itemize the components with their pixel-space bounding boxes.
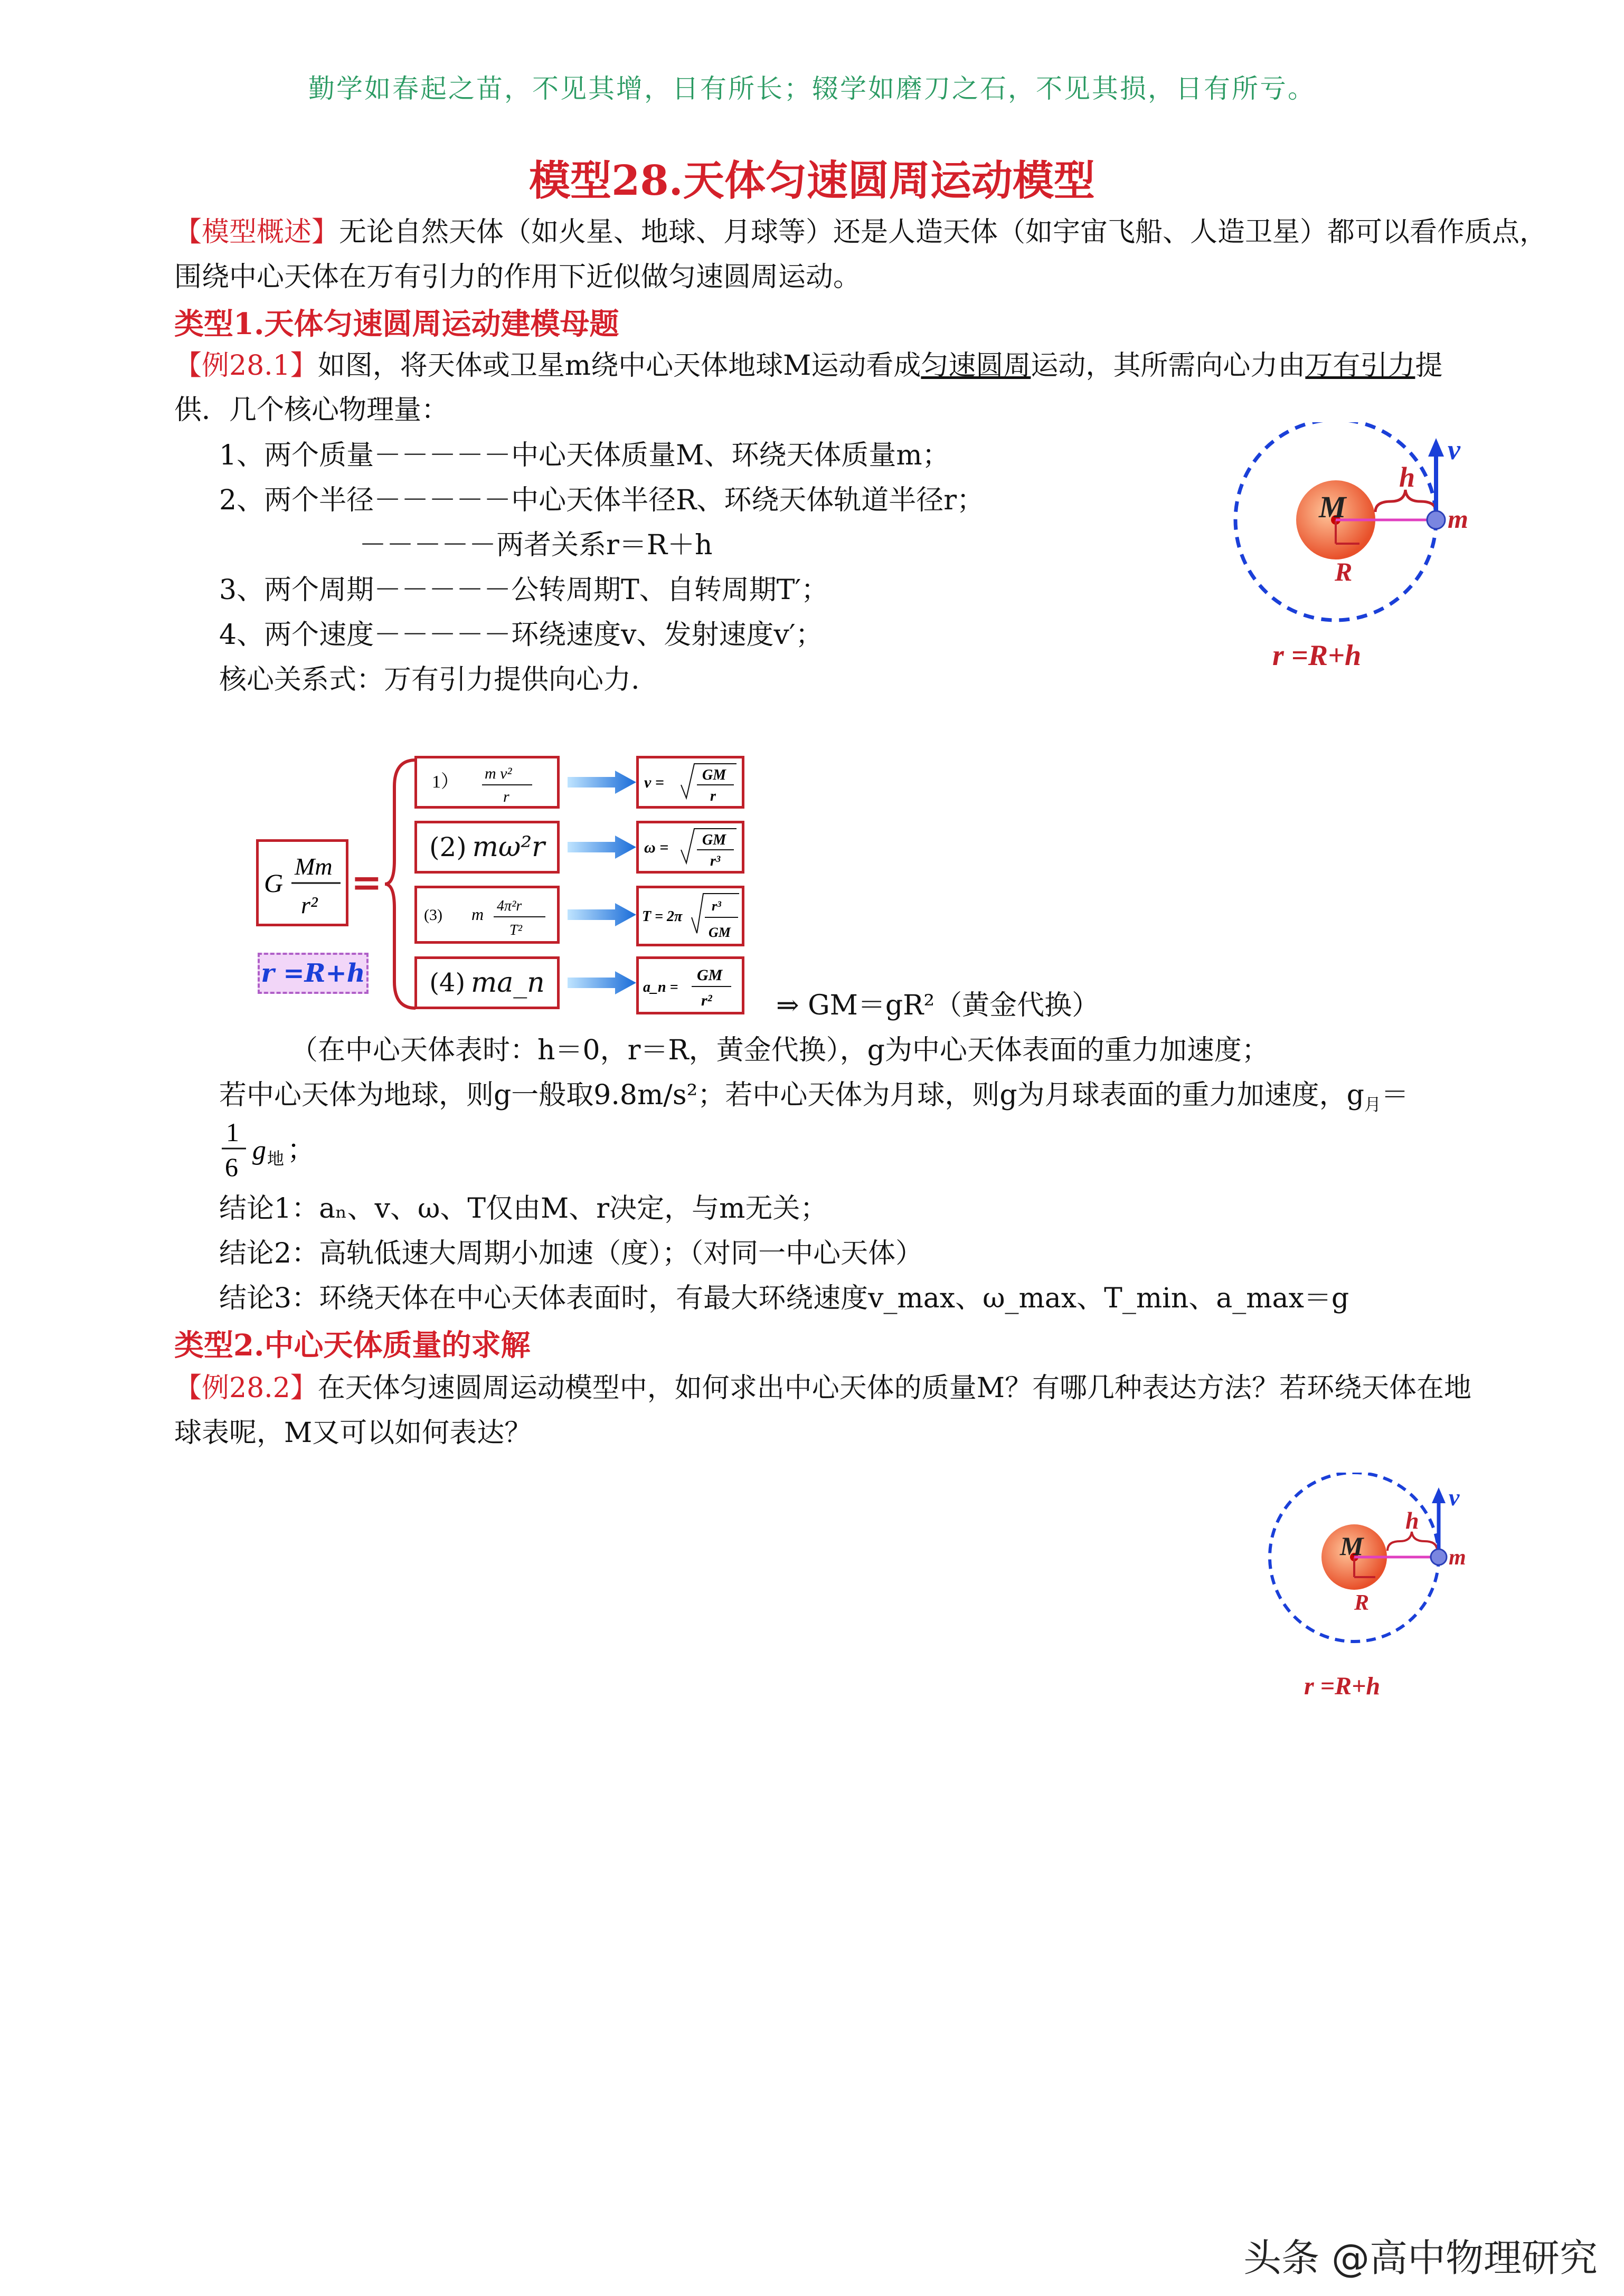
- formula-right-3: [636, 886, 744, 946]
- rad-num: r³: [712, 898, 721, 914]
- lhs-den: r²: [301, 891, 318, 918]
- label-m: m: [1448, 504, 1468, 534]
- height-brace: [1387, 1532, 1437, 1551]
- label-M: M: [1319, 490, 1346, 524]
- example2-text-1: 在天体匀速圆周运动模型中，如何求出中心天体的质量M？有哪几种表达方法？若环绕天体在地: [317, 1372, 1472, 1404]
- one-sixth-fraction: [222, 1114, 359, 1182]
- row-num: m v²: [484, 765, 512, 782]
- label-h: h: [1399, 461, 1415, 493]
- type1-heading: 类型1.天体匀速圆周运动建模母题: [174, 307, 619, 341]
- rad-num: GM: [702, 832, 726, 848]
- label-R: R: [1354, 1591, 1370, 1615]
- example2-line-2: 球表呢，M又可以如何表达？: [174, 1417, 532, 1449]
- row-right-lhs: T = 2π: [642, 908, 683, 925]
- label-h: h: [1405, 1507, 1419, 1534]
- overview-line-1: [174, 208, 1547, 256]
- type2-heading: 类型2.中心天体质量的求解: [174, 1328, 531, 1363]
- rad-den: r: [710, 788, 716, 804]
- arrow-icon: [568, 903, 636, 926]
- row-right-lhs: a_n =: [643, 979, 678, 995]
- label-R: R: [1335, 557, 1353, 586]
- quantity-item: 核心关系式：万有引力提供向心力.: [219, 664, 640, 696]
- example1-underline-2: 万有引力: [1305, 350, 1415, 382]
- row-number: (3): [423, 906, 442, 924]
- formula-left-2: [414, 821, 560, 874]
- rad-num: GM: [702, 767, 726, 783]
- earth-note-text: 若中心天体为地球，则g一般取9.8m/s²；若中心天体为月球，则g为月球表面的重力加速度，g: [219, 1079, 1364, 1111]
- quantity-item: 4、两个速度－－－－－环绕速度v、发射速度v′；: [219, 619, 823, 651]
- frac-den: r²: [701, 992, 712, 1009]
- overview-text-1: 无论自然天体（如火星、地球、月球等）还是人造天体（如宇宙飞船、人造卫星）都可以看作质点，: [339, 216, 1547, 248]
- conclusion-2: 结论2：高轨低速大周期小加速（度）；（对同一中心天体）: [219, 1238, 923, 1269]
- earth-note-eq: ＝: [1381, 1079, 1409, 1111]
- arrow-icon: [568, 771, 636, 794]
- frac-den: 6: [225, 1152, 238, 1182]
- row-num: 4π²r: [496, 898, 522, 914]
- surface-note: （在中心天体表时：h＝0，r＝R，黄金代换），g为中心天体表面的重力加速度；: [290, 1035, 1269, 1066]
- diagram-caption: r =R+h: [1272, 639, 1362, 672]
- semicolon: ；: [287, 1135, 315, 1165]
- quantity-item: 1、两个质量－－－－－中心天体质量M、环绕天体质量m；: [219, 440, 950, 471]
- row-expr: ma_n: [471, 967, 545, 999]
- quantity-item: 2、两个半径－－－－－中心天体半径R、环绕天体轨道半径r；: [219, 485, 985, 516]
- example1-underline-1: 匀速圆周: [921, 350, 1031, 382]
- example2-line-1: [174, 1364, 1471, 1412]
- row-den: r: [503, 788, 509, 805]
- formula-left-3: [414, 886, 560, 944]
- formula-right-2: [636, 821, 744, 874]
- label-m: m: [1449, 1545, 1466, 1570]
- watermark: 头条 @高中物理研究: [1243, 2236, 1598, 2280]
- arrow-icon: [568, 971, 636, 994]
- example1-text-c: 提: [1415, 350, 1443, 382]
- motto: 勤学如春起之苗，不见其增，日有所长；辍学如磨刀之石，不见其损，日有所亏。: [308, 73, 1316, 104]
- conclusion-1: 结论1：aₙ、v、ω、T仅由M、r决定，与m无关；: [219, 1193, 828, 1225]
- golden-substitution: ⇒ GM＝gR²（黄金代换）: [776, 990, 1100, 1021]
- formula-right-1: [636, 756, 744, 809]
- row-number: (4): [429, 968, 466, 998]
- formula-left-4: [414, 956, 560, 1009]
- example2-label: 【例28.2】: [174, 1372, 318, 1404]
- conclusion-3: 结论3：环绕天体在中心天体表面时，有最大环绕速度v_max、ω_max、T_min、a_max＝g: [219, 1283, 1349, 1314]
- satellite: [1427, 511, 1445, 529]
- row-number: 1）: [431, 772, 459, 792]
- earth-subscript: 地: [267, 1149, 285, 1168]
- formula-left-1: [414, 756, 560, 809]
- quantity-item: 3、两个周期－－－－－公转周期T、自转周期T′；: [219, 574, 829, 606]
- rad-den: r³: [710, 853, 721, 869]
- arrow-icon: [568, 836, 636, 859]
- equals-sign: =: [351, 860, 382, 904]
- lhs-num: Mm: [295, 853, 333, 880]
- row-number: (2): [429, 832, 467, 862]
- example1-text-b: 运动，其所需向心力由: [1031, 350, 1306, 382]
- frac-num: 1: [226, 1117, 239, 1147]
- row-pre: m: [471, 905, 484, 924]
- example1-label: 【例28.1】: [174, 350, 318, 382]
- orbit-diagram: [1246, 1473, 1489, 1705]
- orbit-diagram: [1204, 422, 1499, 697]
- row-expr: mω²r: [472, 831, 545, 863]
- lhs-formula-box: [256, 839, 348, 926]
- rad-den: GM: [709, 925, 731, 940]
- frac-num: GM: [697, 966, 723, 984]
- formula-right-4: [636, 956, 744, 1014]
- example1-text-a: 如图，将天体或卫星m绕中心天体地球M运动看成: [317, 350, 921, 382]
- label-M: M: [1340, 1531, 1364, 1561]
- example1-line-1: [174, 342, 1442, 390]
- page-title: 模型28.天体匀速圆周运动模型: [529, 157, 1095, 205]
- label-v: v: [1449, 1484, 1460, 1511]
- row-right-lhs: v =: [644, 774, 664, 791]
- label-v: v: [1448, 434, 1460, 466]
- row-den: T²: [509, 922, 522, 938]
- earth-moon-note: [219, 1071, 1409, 1128]
- overview-line-2: 围绕中心天体在万有引力的作用下近似做匀速圆周运动。: [174, 261, 861, 293]
- overview-label: 【模型概述】: [174, 216, 339, 248]
- satellite: [1431, 1549, 1447, 1565]
- moon-subscript: 月: [1364, 1094, 1381, 1115]
- lhs-G: G: [264, 868, 284, 898]
- height-brace: [1375, 490, 1436, 512]
- r-relation-box: r =R+h: [258, 953, 369, 994]
- quantity-item: －－－－－两者关系r＝R＋h: [359, 529, 713, 561]
- example1-line-2: 供．几个核心物理量：: [174, 394, 449, 426]
- g-symbol: g: [252, 1135, 266, 1165]
- lhs-formula: [259, 842, 346, 924]
- row-right-lhs: ω =: [644, 839, 669, 856]
- diagram-caption: r =R+h: [1304, 1672, 1381, 1700]
